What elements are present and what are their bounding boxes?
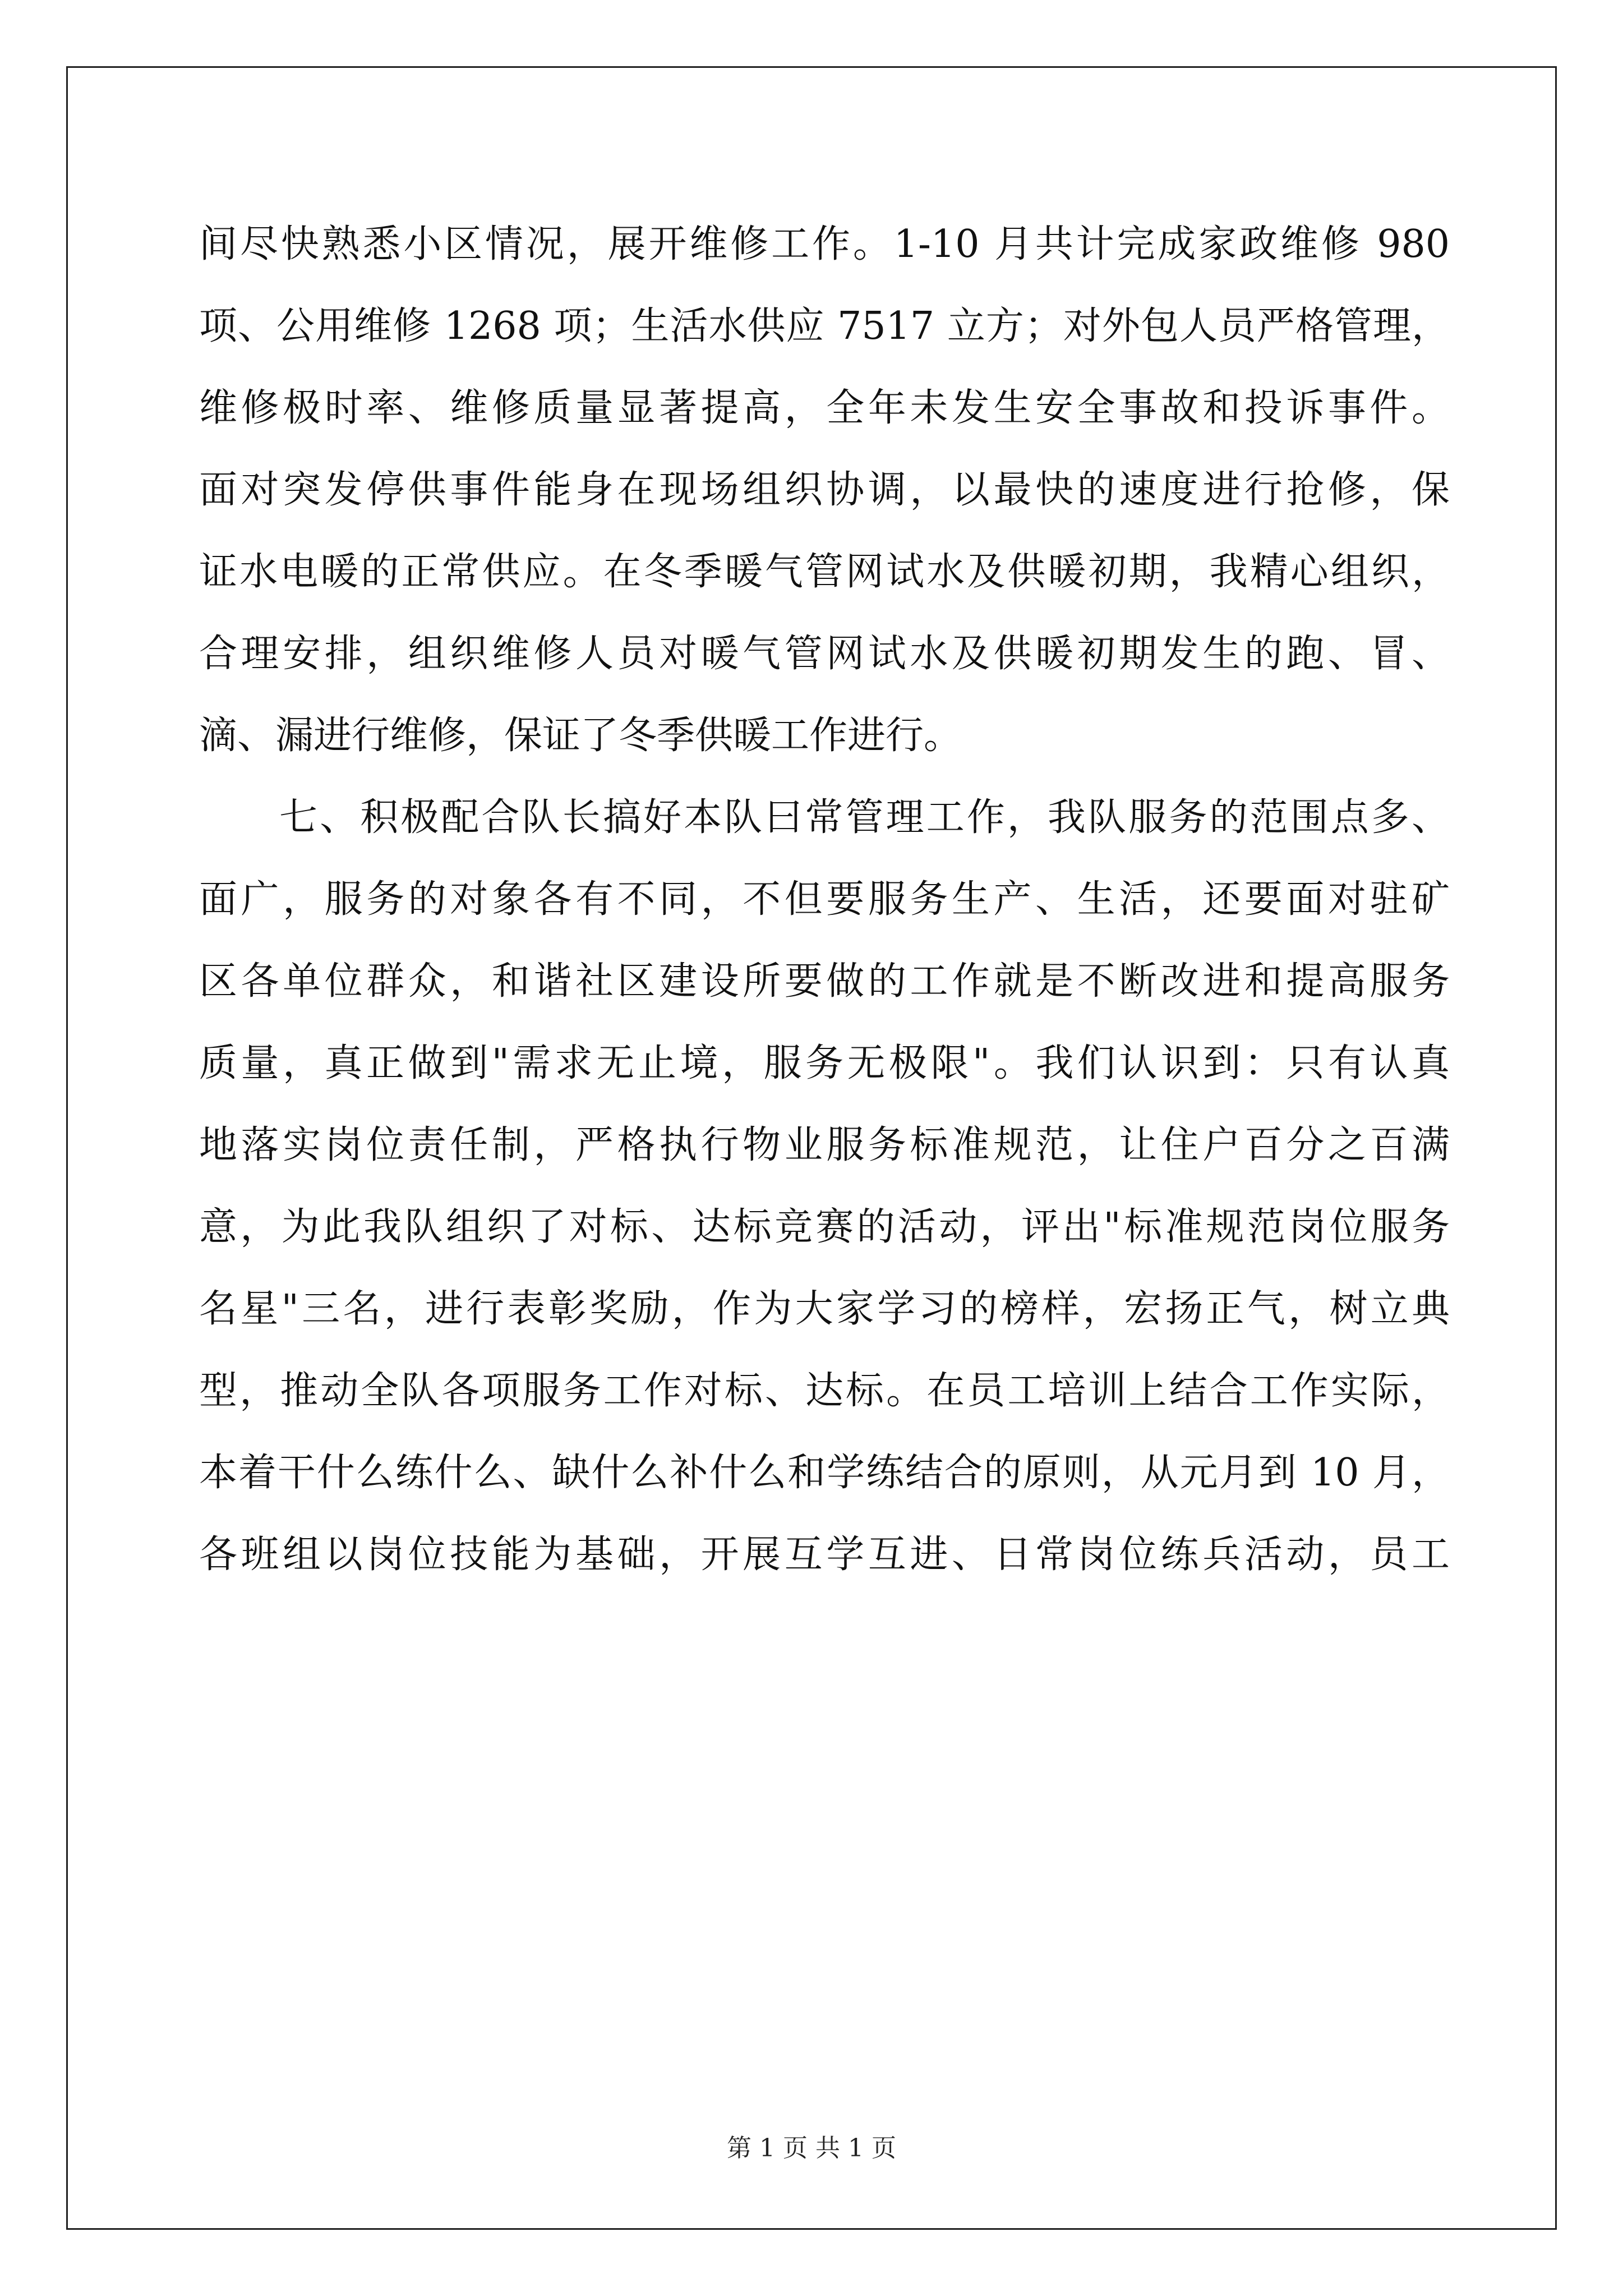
text-line-1: 间尽快熟悉小区情况，展开维修工作。1-10 月共计完成家政维修 980 — [199, 222, 1450, 266]
text-line-12: 地落实岗位责任制，严格执行物业服务标准规范，让住户百分之百满 — [199, 1123, 1450, 1167]
text-line-6: 合理安排，组织维修人员对暖气管网试水及供暖初期发生的跑、冒、 — [199, 632, 1450, 676]
text-line-5: 证水电暖的正常供应。在冬季暖气管网试水及供暖初期，我精心组织， — [199, 550, 1450, 594]
text-line-17: 各班组以岗位技能为基础，开展互学互进、日常岗位练兵活动，员工 — [199, 1533, 1450, 1577]
text-line-8: 七、积极配合队长搞好本队曰常管理工作，我队服务的范围点多、 — [279, 795, 1450, 840]
text-line-2: 项、公用维修 1268 项；生活水供应 7517 立方；对外包人员严格管理， — [199, 304, 1450, 348]
text-line-3: 维修极时率、维修质量显著提高，全年未发生安全事故和投诉事件。 — [199, 386, 1450, 430]
text-line-14: 名星"三名，进行表彰奖励，作为大家学习的榜样，宏扬正气，树立典 — [199, 1287, 1450, 1331]
text-line-9: 面广，服务的对象各有不同，不但要服务生产、生活，还要面对驻矿 — [199, 877, 1450, 922]
text-line-16: 本着干什么练什么、缺什么补什么和学练结合的原则，从元月到 10 月， — [199, 1451, 1450, 1495]
text-line-11: 质量，真正做到"需求无止境，服务无极限"。我们认识到：只有认真 — [199, 1041, 1450, 1085]
text-line-13: 意，为此我队组织了对标、达标竞赛的活动，评出"标准规范岗位服务 — [199, 1205, 1450, 1249]
page-footer: 第 1 页 共 1 页 — [727, 2134, 896, 2162]
text-line-7: 滴、漏进行维修，保证了冬季供暖工作进行。 — [199, 714, 962, 758]
text-line-4: 面对突发停供事件能身在现场组织协调，以最快的速度进行抢修，保 — [199, 468, 1450, 512]
text-line-10: 区各单位群众，和谐社区建设所要做的工作就是不断改进和提高服务 — [199, 959, 1450, 1004]
text-line-15: 型，推动全队各项服务工作对标、达标。在员工培训上结合工作实际， — [199, 1369, 1450, 1413]
